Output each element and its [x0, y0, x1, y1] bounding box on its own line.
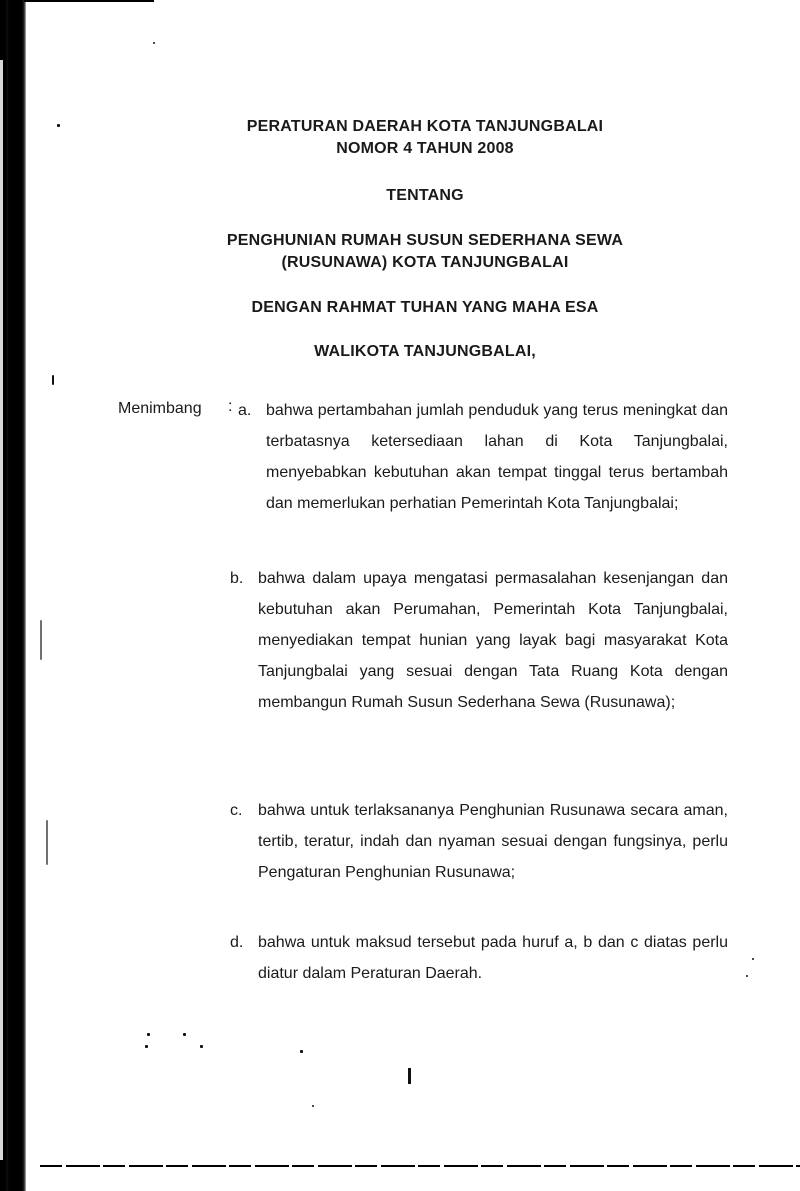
title-line: NOMOR 4 TAHUN 2008	[336, 140, 514, 157]
subject-line: PENGHUNIAN RUMAH SUSUN SEDERHANA SEWA	[226, 232, 624, 249]
scan-top-line	[24, 0, 154, 2]
clause-text: bahwa untuk terlaksananya Penghunian Rusunawa secara aman, tertib, teratur, indah dan nyaman sesuai dengan fungsinya, perlu Pengaturan Penghunian Rusunawa;	[258, 802, 728, 881]
document-title	[0, 116, 800, 160]
blessing-heading	[0, 297, 800, 319]
issuer-text: WALIKOTA TANJUNGBALAI,	[314, 343, 536, 360]
subject-heading	[0, 230, 800, 274]
clause-letter: b.	[230, 570, 244, 587]
clause-letter: c.	[230, 802, 243, 819]
blessing-text: DENGAN RAHMAT TUHAN YANG MAHA ESA	[251, 299, 599, 316]
scan-speck	[145, 1045, 148, 1048]
scan-speck	[46, 820, 48, 865]
scan-speck	[300, 1050, 303, 1053]
clause-b	[230, 563, 728, 718]
scan-speck	[312, 1105, 314, 1107]
clause-letter: d.	[230, 934, 244, 951]
scan-speck	[200, 1045, 203, 1048]
clause-text: bahwa pertambahan jumlah penduduk yang terus meningkat dan terbatasnya ketersediaan lahan di Kota Tanjungbalai, menyebabkan kebutuhan akan tempat tinggal terus bertambah dan memerlukan perhatian Pemerintah Kota Tanjungbalai;	[266, 402, 728, 512]
clause-text: bahwa untuk maksud tersebut pada huruf a, b dan c diatas perlu diatur dalam Peraturan Daerah.	[258, 934, 728, 982]
scan-border-left	[0, 0, 26, 1191]
clause-text: bahwa dalam upaya mengatasi permasalahan kesenjangan dan kebutuhan akan Perumahan, Pemerintah Kota Tanjungbalai, menyediakan tempat hunian yang layak bagi masyarakat Kota Tanjungbalai yang sesuai dengan Tata Ruang Kota dengan membangun Rumah Susun Sederhana Sewa (Rusunawa);	[258, 570, 728, 711]
issuer-heading	[0, 341, 800, 363]
tentang-heading	[0, 185, 800, 207]
scan-speck	[746, 975, 748, 977]
clause-a	[238, 395, 728, 519]
scan-speck	[40, 620, 42, 660]
tentang-text: TENTANG	[386, 187, 464, 204]
scan-bottom-line	[40, 1165, 800, 1167]
title-line: PERATURAN DAERAH KOTA TANJUNGBALAI	[246, 118, 604, 135]
clause-d	[230, 927, 728, 989]
scan-speck	[183, 1033, 186, 1036]
scan-speck	[147, 1033, 150, 1036]
scan-speck	[52, 375, 54, 385]
clause-c	[230, 795, 728, 888]
page-number	[408, 1068, 411, 1084]
scan-speck	[752, 958, 754, 960]
menimbang-colon: :	[228, 398, 233, 415]
subject-line: (RUSUNAWA) KOTA TANJUNGBALAI	[281, 254, 569, 271]
scan-speck	[153, 42, 155, 44]
menimbang-label: Menimbang	[118, 400, 202, 417]
clause-letter: a.	[238, 402, 252, 419]
